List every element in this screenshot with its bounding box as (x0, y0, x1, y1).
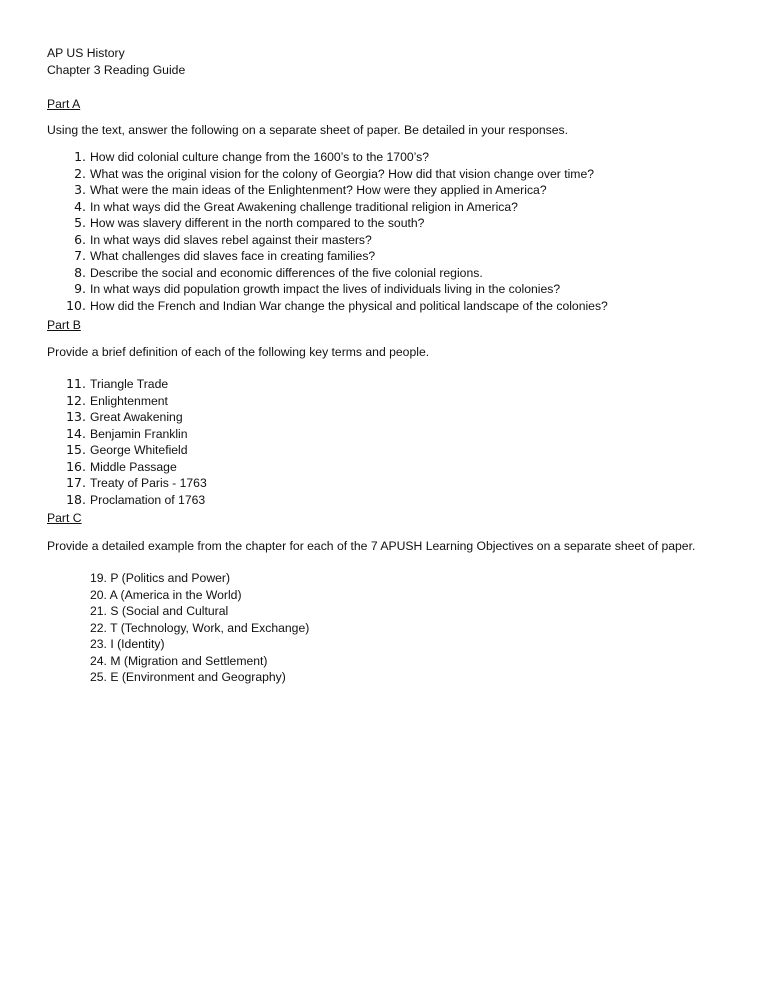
list-item: 1. How did colonial culture change from the 1600’s to the 1700’s? (74, 149, 429, 164)
list-item: 7. What challenges did slaves face in creating families? (74, 248, 376, 263)
list-item: 16. Middle Passage (66, 458, 177, 474)
list-item: 19. P (Politics and Power) (90, 571, 231, 585)
list-item: 3. What were the main ideas of the Enlightenment? How were they applied in America? (74, 182, 547, 197)
list-item: 9. In what ways did population growth impact the lives of individuals living in the colonies? (74, 281, 561, 296)
course-title: AP US History (47, 46, 125, 60)
part-b-heading: Part B (47, 318, 81, 332)
list-item: 5. How was slavery different in the north compared to the south? (74, 215, 425, 230)
list-item: 15. George Whitefield (66, 442, 188, 457)
list-item: 24. M (Migration and Settlement) (90, 653, 268, 668)
list-item: 12. Enlightenment (66, 392, 168, 408)
list-item: 21. S (Social and Cultural (90, 604, 229, 618)
part-a-heading: Part A (47, 97, 81, 111)
list-item: 4. In what ways did the Great Awakening challenge traditional religion in America? (74, 198, 518, 214)
list-item: 18. Proclamation of 1763 (66, 491, 206, 507)
list-item: 22. T (Technology, Work, and Exchange) (90, 620, 310, 635)
list-item: 8. Describe the social and economic differences of the five colonial regions. (74, 264, 483, 280)
part-b-term-list (47, 376, 207, 508)
list-item: 23. I (Identity) (90, 637, 165, 651)
list-item: 14. Benjamin Franklin (66, 425, 188, 441)
chapter-title: Chapter 3 Reading Guide (47, 63, 186, 77)
part-a-instructions: Using the text, answer the following on a separate sheet of paper. Be detailed in your responses. (47, 123, 568, 137)
document-header (47, 45, 185, 79)
list-item: 17. Treaty of Paris - 1763 (66, 475, 207, 490)
part-a-question-list (47, 149, 608, 314)
list-item: 11. Triangle Trade (66, 376, 169, 391)
list-item: 13. Great Awakening (66, 409, 183, 424)
part-c-instructions: Provide a detailed example from the chapter for each of the 7 APUSH Learning Objectives on a separate sheet of paper. (47, 539, 696, 553)
part-c-objective-list (90, 570, 309, 686)
list-item: 2. What was the original vision for the colony of Georgia? How did that vision change over time? (74, 165, 595, 181)
list-item: 6. In what ways did slaves rebel against their masters? (74, 231, 372, 247)
part-b-instructions: Provide a brief definition of each of the following key terms and people. (47, 345, 430, 359)
list-item: 25. E (Environment and Geography) (90, 670, 286, 684)
list-item: 10. How did the French and Indian War change the physical and political landscape of the colonies? (66, 297, 608, 313)
list-item: 20. A (America in the World) (90, 587, 242, 602)
part-c-heading: Part C (47, 511, 82, 525)
